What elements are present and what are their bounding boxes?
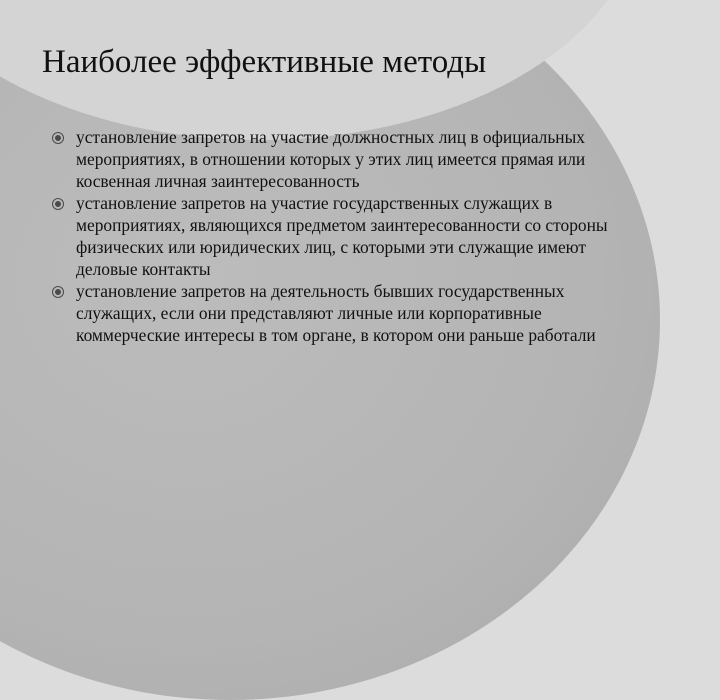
bullet-text: установление запретов на участие государственных служащих в мероприятиях, являющихся предметом заинтересованности со стороны физических или юридических лиц, с которыми эти служащие имеют деловые контакты (76, 193, 608, 279)
bullet-text: установление запретов на участие должностных лиц в официальных мероприятиях, в отношении которых у этих лиц имеется прямая или косвенная личная заинтересованность (76, 127, 586, 191)
bullet-icon (52, 198, 64, 210)
bullet-item (52, 280, 632, 346)
bullet-item (52, 126, 632, 192)
bullet-icon (52, 132, 64, 144)
bullet-icon (52, 286, 64, 298)
bullet-item (52, 192, 632, 280)
bullet-list (52, 126, 632, 346)
bullet-text: установление запретов на деятельность бывших государственных служащих, если они представляют личные или корпоративные коммерческие интересы в том органе, в котором они раньше работали (76, 281, 596, 345)
slide-title: Наиболее эффективные методы (42, 44, 487, 80)
